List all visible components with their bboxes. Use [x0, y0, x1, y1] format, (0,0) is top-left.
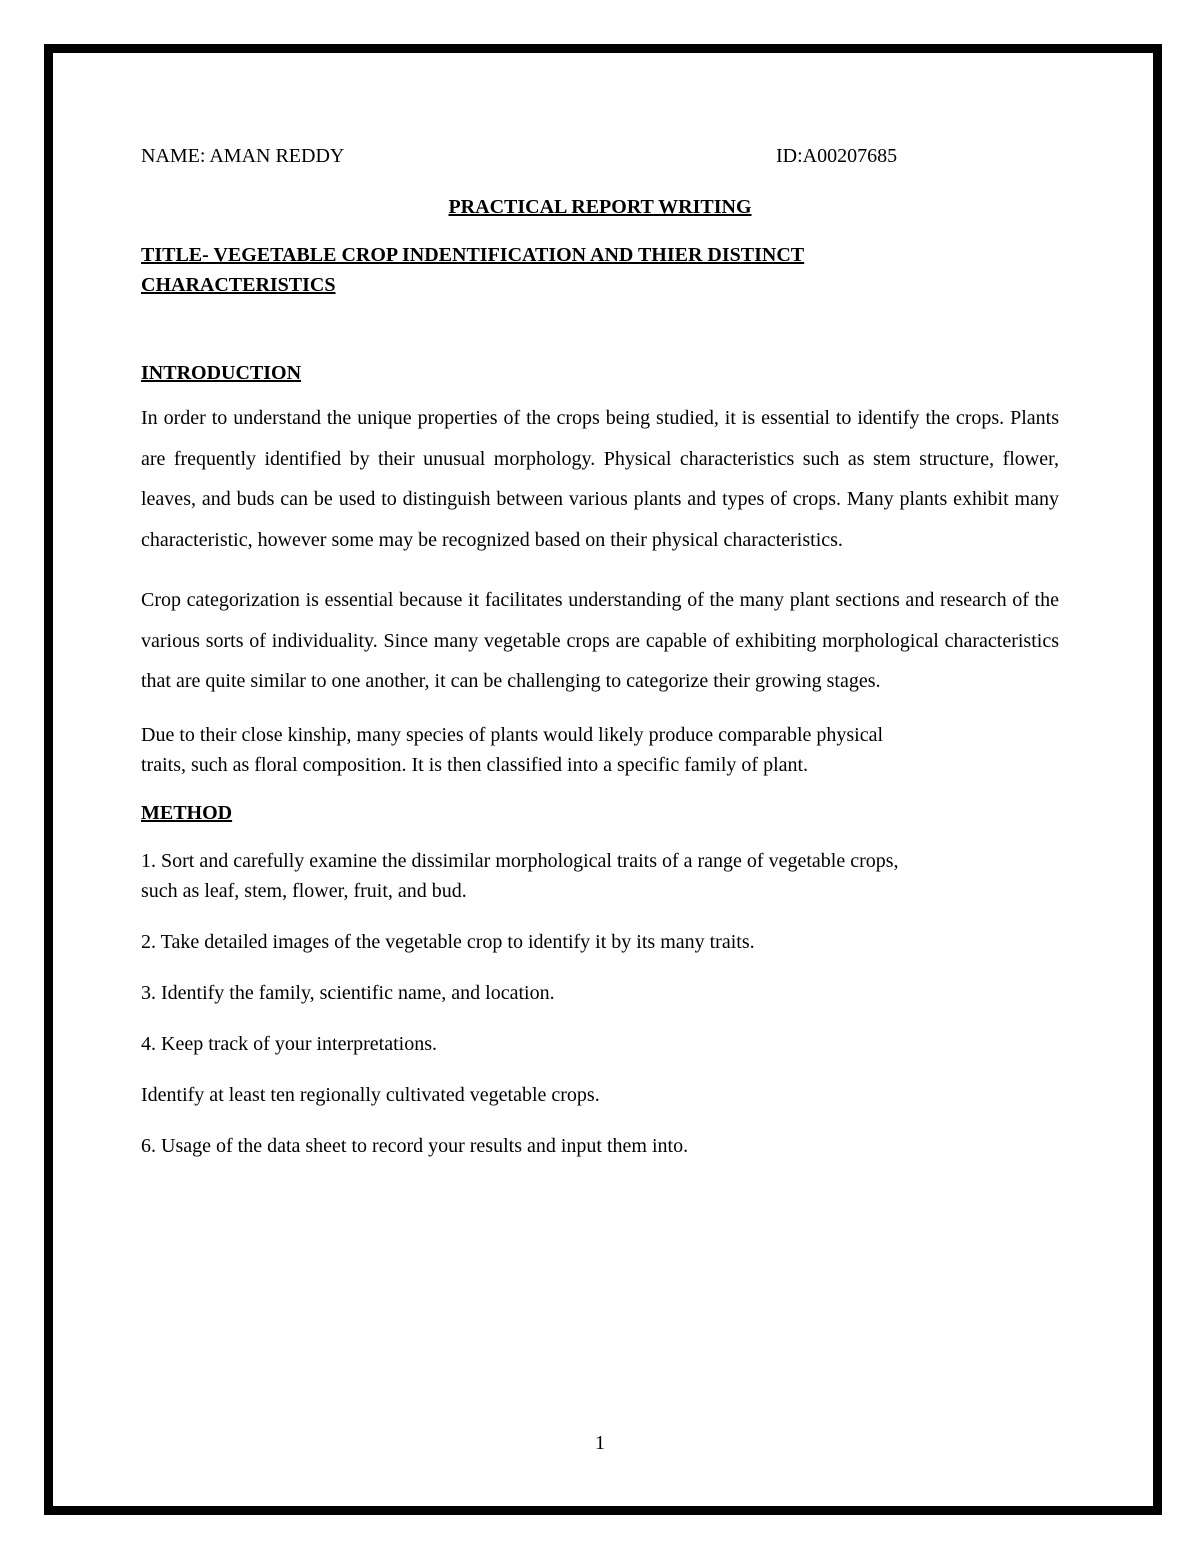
method-step-1 — [141, 846, 1059, 906]
report-title-line-1: TITLE- VEGETABLE CROP INDENTIFICATION AND THIER DISTINCT — [141, 244, 805, 266]
method-step-1-line-1: 1. Sort and carefully examine the dissimilar morphological traits of a range of vegetable crops, — [141, 849, 899, 872]
introduction-paragraph-2: Crop categorization is essential because it facilitates understanding of the many plant sections and research of the various sorts of individuality. Since many vegetable crops are capable of exhibiting morphological characteristics that are quite similar to one another, it can be challenging to categorize their growing stages. — [141, 589, 1059, 692]
method-step-5: Identify at least ten regionally cultivated vegetable crops. — [141, 1083, 600, 1106]
report-title-line-2: CHARACTERISTICS — [141, 274, 336, 296]
student-name: NAME: AMAN REDDY — [141, 145, 345, 167]
introduction-paragraph-3 — [141, 720, 1059, 780]
method-step-3: 3. Identify the family, scientific name, and location. — [141, 981, 555, 1004]
introduction-paragraph-3-line-2: traits, such as floral composition. It is then classified into a specific family of plant. — [141, 753, 809, 776]
student-info-row — [141, 140, 1059, 172]
method-step-6: 6. Usage of the data sheet to record your results and input them into. — [141, 1134, 689, 1157]
method-step-1-line-2: such as leaf, stem, flower, fruit, and bud. — [141, 879, 467, 902]
student-id: ID:A00207685 — [776, 145, 898, 167]
document-body — [141, 140, 1059, 1161]
report-title — [141, 240, 1059, 300]
method-heading: METHOD — [141, 801, 233, 824]
introduction-heading: INTRODUCTION — [141, 362, 302, 384]
report-heading: PRACTICAL REPORT WRITING — [448, 196, 752, 218]
method-step-4: 4. Keep track of your interpretations. — [141, 1032, 438, 1055]
introduction-paragraph-1: In order to understand the unique properties of the crops being studied, it is essential to identify the crops. Plants are frequently identified by their unusual morphology. Physical characteristics such as stem structure, flower, leaves, and buds can be used to distinguish between various plants and types of crops. Many plants exhibit many characteristic, however some may be recognized based on their physical characteristics. — [141, 407, 1059, 551]
introduction-paragraph-3-line-1: Due to their close kinship, many species of plants would likely produce comparable physical — [141, 723, 884, 746]
page-number: 1 — [595, 1432, 605, 1454]
method-step-2: 2. Take detailed images of the vegetable crop to identify it by its many traits. — [141, 930, 755, 953]
